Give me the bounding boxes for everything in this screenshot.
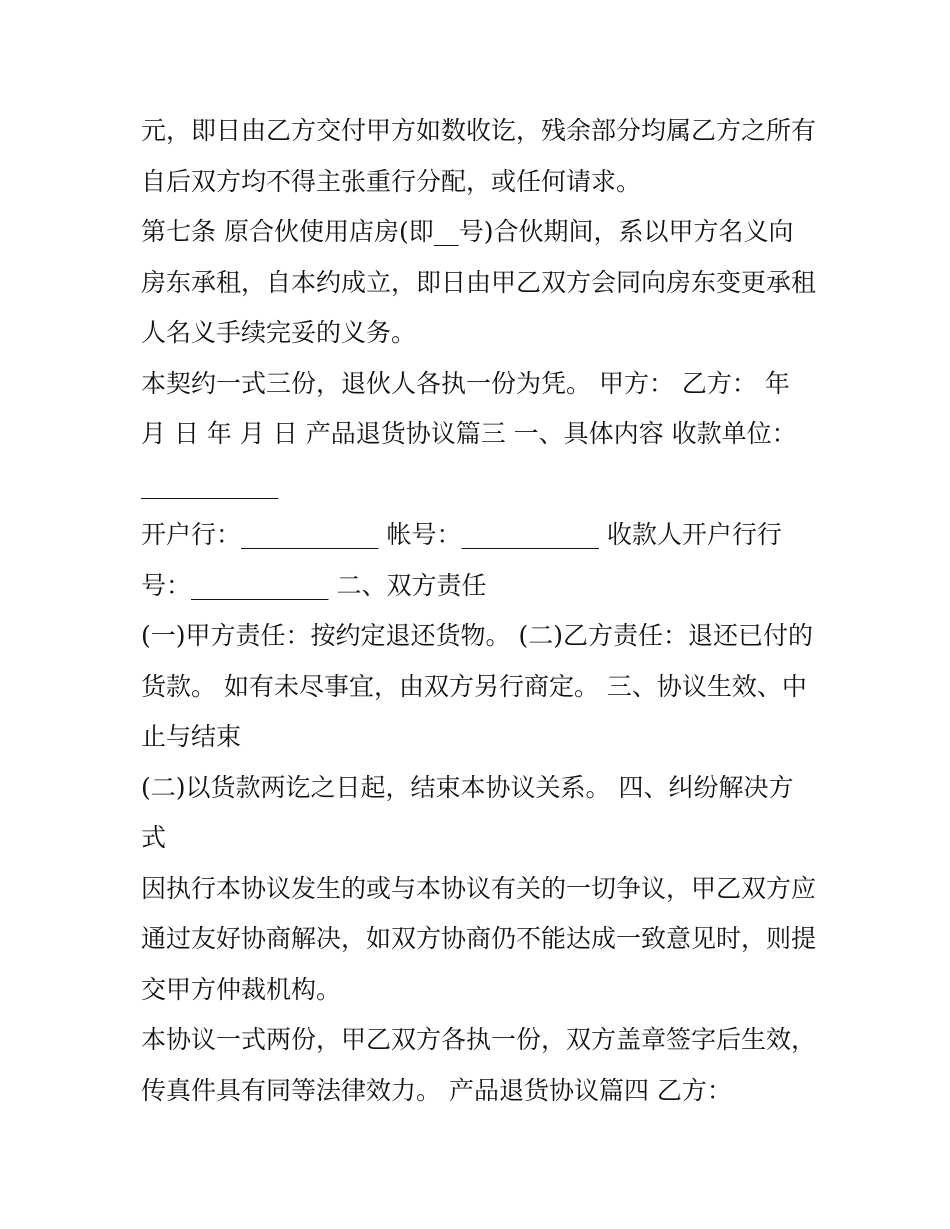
text-line-20: 传真件具有同等法律效力。 产品退货协议篇四 乙方：	[141, 1075, 732, 1105]
text-line-15: 式	[141, 823, 167, 852]
text-line-1: 元，即日由乙方交付甲方如数收讫，残余部分均属乙方之所有	[141, 116, 817, 145]
text-line-2: 自后双方均不得主张重行分配，或任何请求。	[141, 166, 642, 196]
text-line-17: 通过友好协商解决，如双方协商仍不能达成一致意见时，则提	[141, 924, 817, 953]
text-line-4: 房东承租，自本约成立，即日由甲乙双方会同向房东变更承租	[141, 267, 817, 297]
text-line-7: 月 日 年 月 日 产品退货协议篇三 一、具体内容 收款单位：	[141, 419, 797, 448]
text-line-11: (一)甲方责任：按约定退还货物。 (二)乙方责任：退还已付的	[141, 621, 813, 650]
text-line-9: 开户行：___________ 帐号：___________ 收款人开户行行	[141, 520, 782, 549]
text-line-12: 货款。 如有未尽事宜，由双方另行商定。 三、协议生效、中	[141, 671, 807, 701]
text-line-13: 止与结束	[141, 722, 242, 751]
text-line-3: 第七条 原合伙使用店房(即__号)合伙期间，系以甲方名义向	[141, 217, 794, 246]
text-line-18: 交甲方仲裁机构。	[141, 974, 342, 1004]
text-line-19: 本协议一式两份，甲乙双方各执一份，双方盖章签字后生效，	[141, 1025, 817, 1054]
text-line-10: 号：___________ 二、双方责任	[141, 570, 487, 600]
document-body	[141, 106, 821, 1116]
text-line-14: (二)以货款两讫之日起，结束本协议关系。 四、纠纷解决方	[141, 772, 794, 802]
text-line-6: 本契约一式三份，退伙人各执一份为凭。 甲方： 乙方： 年	[141, 368, 790, 398]
text-line-16: 因执行本协议发生的或与本协议有关的一切争议，甲乙双方应	[141, 873, 817, 903]
text-line-8: ___________	[141, 469, 279, 499]
text-line-5: 人名义手续完妥的义务。	[141, 318, 417, 347]
